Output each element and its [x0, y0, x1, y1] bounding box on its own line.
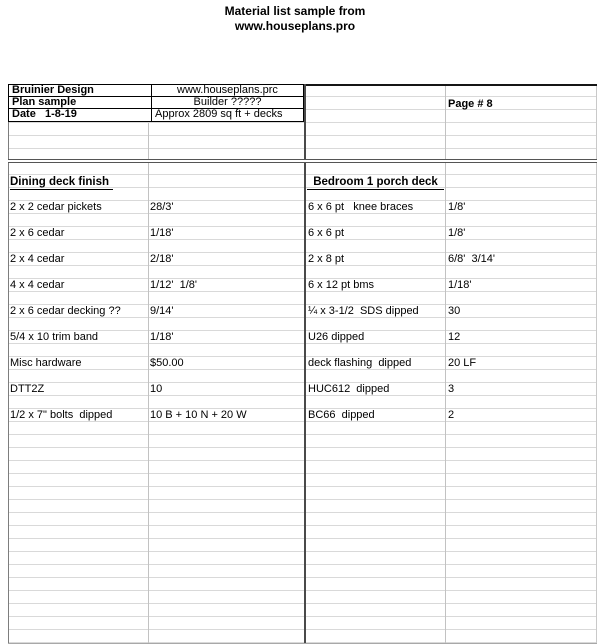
title-block — [8, 84, 304, 122]
spreadsheet-grid — [8, 84, 597, 644]
section-separator-line — [8, 159, 597, 163]
item-qty-cell: 1/8' — [448, 201, 466, 213]
item-qty-cell: 1/18' — [150, 331, 174, 343]
item-qty-cell: 30 — [448, 305, 461, 317]
page-number: Page # 8 — [448, 98, 493, 110]
item-name-cell: BC66 dipped — [308, 409, 375, 421]
item-qty-cell: 20 LF — [448, 357, 477, 369]
item-name-cell: 2 x 6 cedar decking ?? — [10, 305, 121, 317]
material-row-4 — [8, 279, 597, 292]
item-qty-cell: 2/18' — [150, 253, 174, 265]
material-row-8 — [8, 383, 597, 396]
item-name-cell: 1/2 x 7" bolts dipped — [10, 409, 113, 421]
material-row-3 — [8, 253, 597, 266]
title-block-row-3 — [9, 109, 303, 121]
section-title-dining-deck: Dining deck finish — [10, 176, 113, 190]
material-row-1 — [8, 201, 597, 214]
item-name-cell: 6 x 12 pt bms — [308, 279, 375, 291]
item-qty-cell: 1/12' 1/8' — [150, 279, 198, 291]
item-name-cell: 6 x 6 pt knee braces — [308, 201, 414, 213]
item-name-cell: 2 x 8 pt — [308, 253, 345, 265]
item-qty-cell: 1/18' — [150, 227, 174, 239]
doc-title-line1: Material list sample from — [224, 4, 366, 18]
item-qty-cell: 1/18' — [448, 279, 472, 291]
company-name: Bruinier Design — [9, 85, 152, 96]
doc-title-line2: www.houseplans.pro — [234, 19, 356, 33]
material-row-6 — [8, 331, 597, 344]
date-cell: Date 1-8-19 — [9, 109, 152, 121]
item-qty-cell: 10 — [150, 383, 163, 395]
website-cell: www.houseplans.prc — [177, 84, 278, 96]
item-name-cell: Misc hardware — [10, 357, 82, 369]
item-name-cell: 5/4 x 10 trim band — [10, 331, 99, 343]
item-name-cell: DTT2Z — [10, 383, 45, 395]
material-row-9 — [8, 409, 597, 422]
material-row-7 — [8, 357, 597, 370]
item-name-cell: U26 dipped — [308, 331, 365, 343]
section-title-bedroom-porch: Bedroom 1 porch deck — [306, 176, 445, 190]
item-qty-cell: $50.00 — [150, 357, 184, 369]
item-qty-cell: 10 B + 10 N + 20 W — [150, 409, 247, 421]
item-name-cell: HUC612 dipped — [308, 383, 390, 395]
item-name-cell: 2 x 2 cedar pickets — [10, 201, 102, 213]
item-name-cell: 2 x 6 cedar — [10, 227, 65, 239]
builder-cell: Builder ????? — [193, 96, 262, 108]
item-name-cell: deck flashing dipped — [308, 357, 412, 369]
item-name-cell: 6 x 6 pt — [308, 227, 345, 239]
item-qty-cell: 1/8' — [448, 227, 466, 239]
plan-sample-cell: Plan sample — [9, 97, 152, 108]
item-qty-cell: 28/3' — [150, 201, 174, 213]
material-row-5 — [8, 305, 597, 318]
item-qty-cell: 12 — [448, 331, 461, 343]
item-name-cell: 2 x 4 cedar — [10, 253, 65, 265]
item-qty-cell: 3 — [448, 383, 455, 395]
item-name-cell: 4 x 4 cedar — [10, 279, 65, 291]
material-row-2 — [8, 227, 597, 240]
doc-title — [0, 4, 590, 34]
item-name-cell: ¼ x 3-1/2 SDS dipped — [308, 305, 419, 317]
item-qty-cell: 9/14' — [150, 305, 174, 317]
approx-sqft-cell: Approx 2809 sq ft + decks — [155, 108, 283, 120]
item-qty-cell: 6/8' 3/14' — [448, 253, 496, 265]
item-qty-cell: 2 — [448, 409, 455, 421]
